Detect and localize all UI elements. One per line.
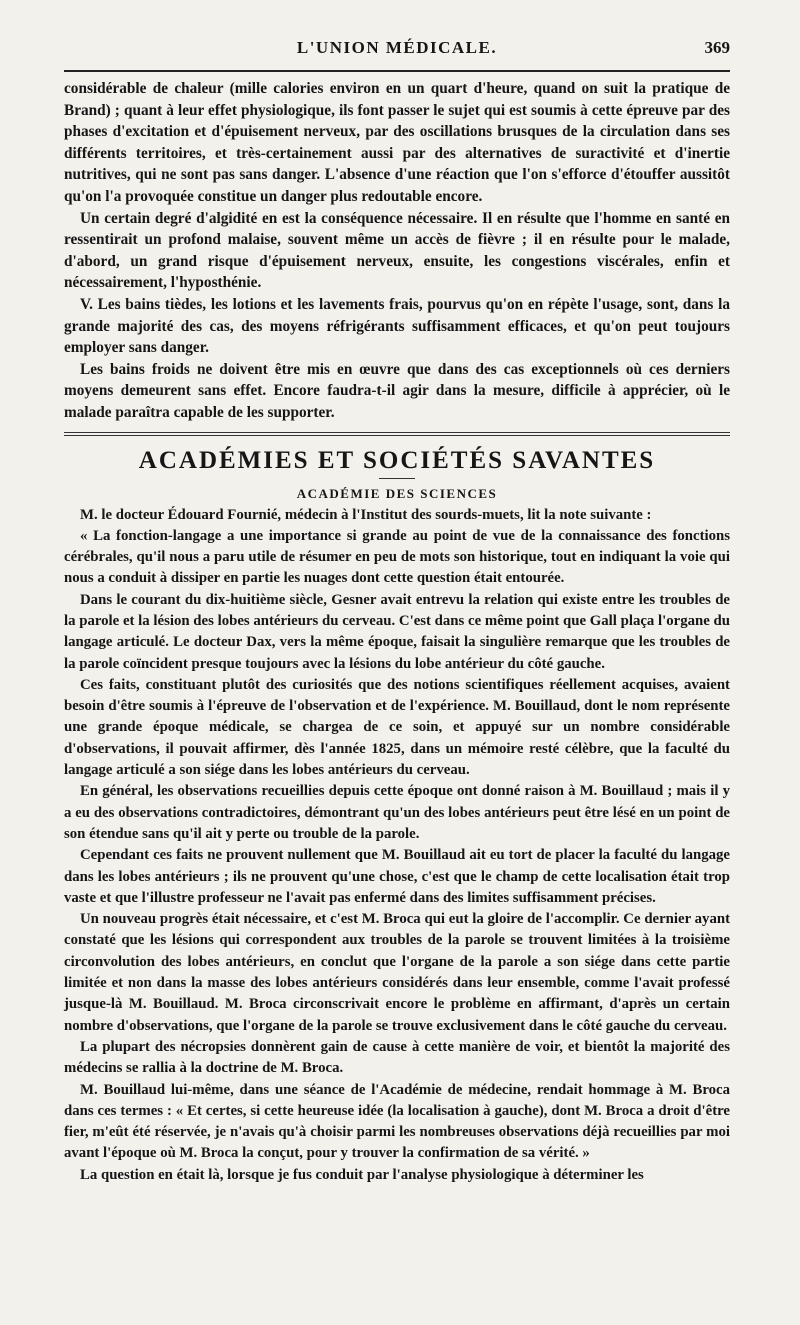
- article-continuation: [64, 78, 730, 424]
- paragraph: « La fonction-langage a une importance si grande au point de vue de la connaissance des fonctions cérébrales, qu'il nous a paru utile de résumer en peu de mots son historique, tout en indiquant la voie qui nous a conduit à dissiper en partie les nuages dont cette question était entourée.: [64, 527, 730, 587]
- page-number: 369: [704, 38, 730, 57]
- subsection-title: ACADÉMIE DES SCIENCES: [296, 485, 498, 501]
- paragraph: La question en était là, lorsque je fus conduit par l'analyse physiologique à déterminer les: [80, 1166, 644, 1183]
- paragraph: V. Les bains tièdes, les lotions et les lavements frais, pourvus qu'on en répète l'usage, sont, dans la grande majorité des cas, des moyens réfrigérants suffisamment efficaces, et qu'on peut toujours employer sans danger.: [64, 295, 730, 357]
- paragraph: Dans le courant du dix-huitième siècle, Gesner avait entrevu la relation qui existe entre les troubles de la parole et la lésion des lobes antérieurs du cerveau. C'est dans ce même point que Gall plaça l'organe du langage articulé. Le docteur Dax, vers la même époque, faisait la singulière remarque que les troubles de la parole coïncident presque toujours avec la lésions du lobe antérieur du côté gauche.: [64, 591, 730, 672]
- paragraph: Cependant ces faits ne prouvent nullement que M. Bouillaud ait eu tort de placer la faculté du langage dans les lobes antérieurs ; ils ne prouvent qu'une chose, c'est que le champ de cette localisation était trop vaste et que l'illustre professeur ne l'avait pas enfermé dans des limites suffisamment précises.: [64, 847, 730, 906]
- paragraph: Un certain degré d'algidité en est la conséquence nécessaire. Il en résulte que l'homme en santé en ressentirait un profond malaise, souvent même un accès de fièvre ; il en résulte pour le malade, d'abord, un grand risque d'épuisement nerveux, ensuite, les congestions viscérales, enfin et nécessairement, l'hyposthénie.: [64, 209, 730, 292]
- header-rule: [64, 70, 730, 72]
- academy-report: [64, 505, 730, 1187]
- paragraph: M. le docteur Édouard Fournié, médecin à l'Institut des sourds-muets, lit la note suivante :: [80, 506, 652, 523]
- paragraph: La plupart des nécropsies donnèrent gain de cause à cette manière de voir, et bientôt la majorité des médecins se rallia à la doctrine de M. Broca.: [64, 1038, 730, 1077]
- paragraph: Les bains froids ne doivent être mis en œuvre que dans des cas exceptionnels où ces derniers moyens demeurent sans effet. Encore faudra-t-il agir dans la mesure, difficile à apprécier, où le malade paraîtra capable de les supporter.: [64, 360, 730, 421]
- paragraph: Ces faits, constituant plutôt des curiosités que des notions scientifiques réellement acquises, avaient besoin d'être soumis à l'épreuve de l'observation et de l'expérience. M. Bouillaud, dont le nom représente une grande époque médicale, se chargea de ce soin, et appuyé sur un nombre considérable d'observations, il pouvait affirmer, dès l'année 1825, dans un mémoire resté célèbre, que la faculté du langage articulé a son siége dans les lobes antérieurs du cerveau.: [64, 676, 730, 779]
- paragraph: considérable de chaleur (mille calories environ en un quart d'heure, quand on suit la pratique de Brand) ; quant à leur effet physiologique, ils font passer le sujet qui est soumis à cette épreuve par des phases d'excitation et d'épuisement nerveux, par des oscillations brusques de la circulation dans ses différents territoires, et très-certainement aussi par des alternatives de suractivité et d'inertie nutritives, qui ne sont pas sans danger. L'absence d'une réaction que l'on s'efforce d'étouffer aussitôt qu'on l'a provoquée constitue un danger plus redoutable encore.: [64, 80, 730, 205]
- section-title: ACADÉMIES ET SOCIÉTÉS SAVANTES: [138, 446, 656, 474]
- running-header: [64, 34, 730, 70]
- section-separator: [64, 432, 730, 436]
- paragraph: M. Bouillaud lui-même, dans une séance de l'Académie de médecine, rendait hommage à M. Broca dans ces termes : « Et certes, si cette heureuse idée (la localisation à gauche), dont M. Broca a droit d'être fier, m'eût été réservée, je n'avais qu'à choisir parmi les nombreuses observations déjà recueillies par moi avant l'époque où M. Broca la conçut, pour y trouver la confirmation de sa vérité. »: [64, 1081, 730, 1162]
- journal-title: L'UNION MÉDICALE.: [296, 38, 498, 57]
- paragraph: En général, les observations recueillies depuis cette époque ont donné raison à M. Bouillaud ; mais il y a eu des observations contradictoires, démontrant qu'un des lobes antérieurs peut être lésé en un point de son étendue sans qu'il ait y perte ou trouble de la parole.: [64, 783, 730, 842]
- title-rule: [379, 478, 415, 479]
- paragraph: Un nouveau progrès était nécessaire, et c'est M. Broca qui eut la gloire de l'accomplir. Ce dernier ayant constaté que les lésions qui correspondent aux troubles de la parole se trouvent limitées à la troisième circonvolution des lobes antérieurs, en conclut que l'organe de la parole a son siége dans cette partie limitée et non dans la masse des lobes antérieurs considérés dans leur ensemble, comme l'avait professé jusque-là M. Bouillaud. M. Broca circonscrivait encore le problème en affirmant, d'après un certain nombre d'observations, que l'organe de la parole se trouve exclusivement dans le côté gauche du cerveau.: [64, 911, 730, 1034]
